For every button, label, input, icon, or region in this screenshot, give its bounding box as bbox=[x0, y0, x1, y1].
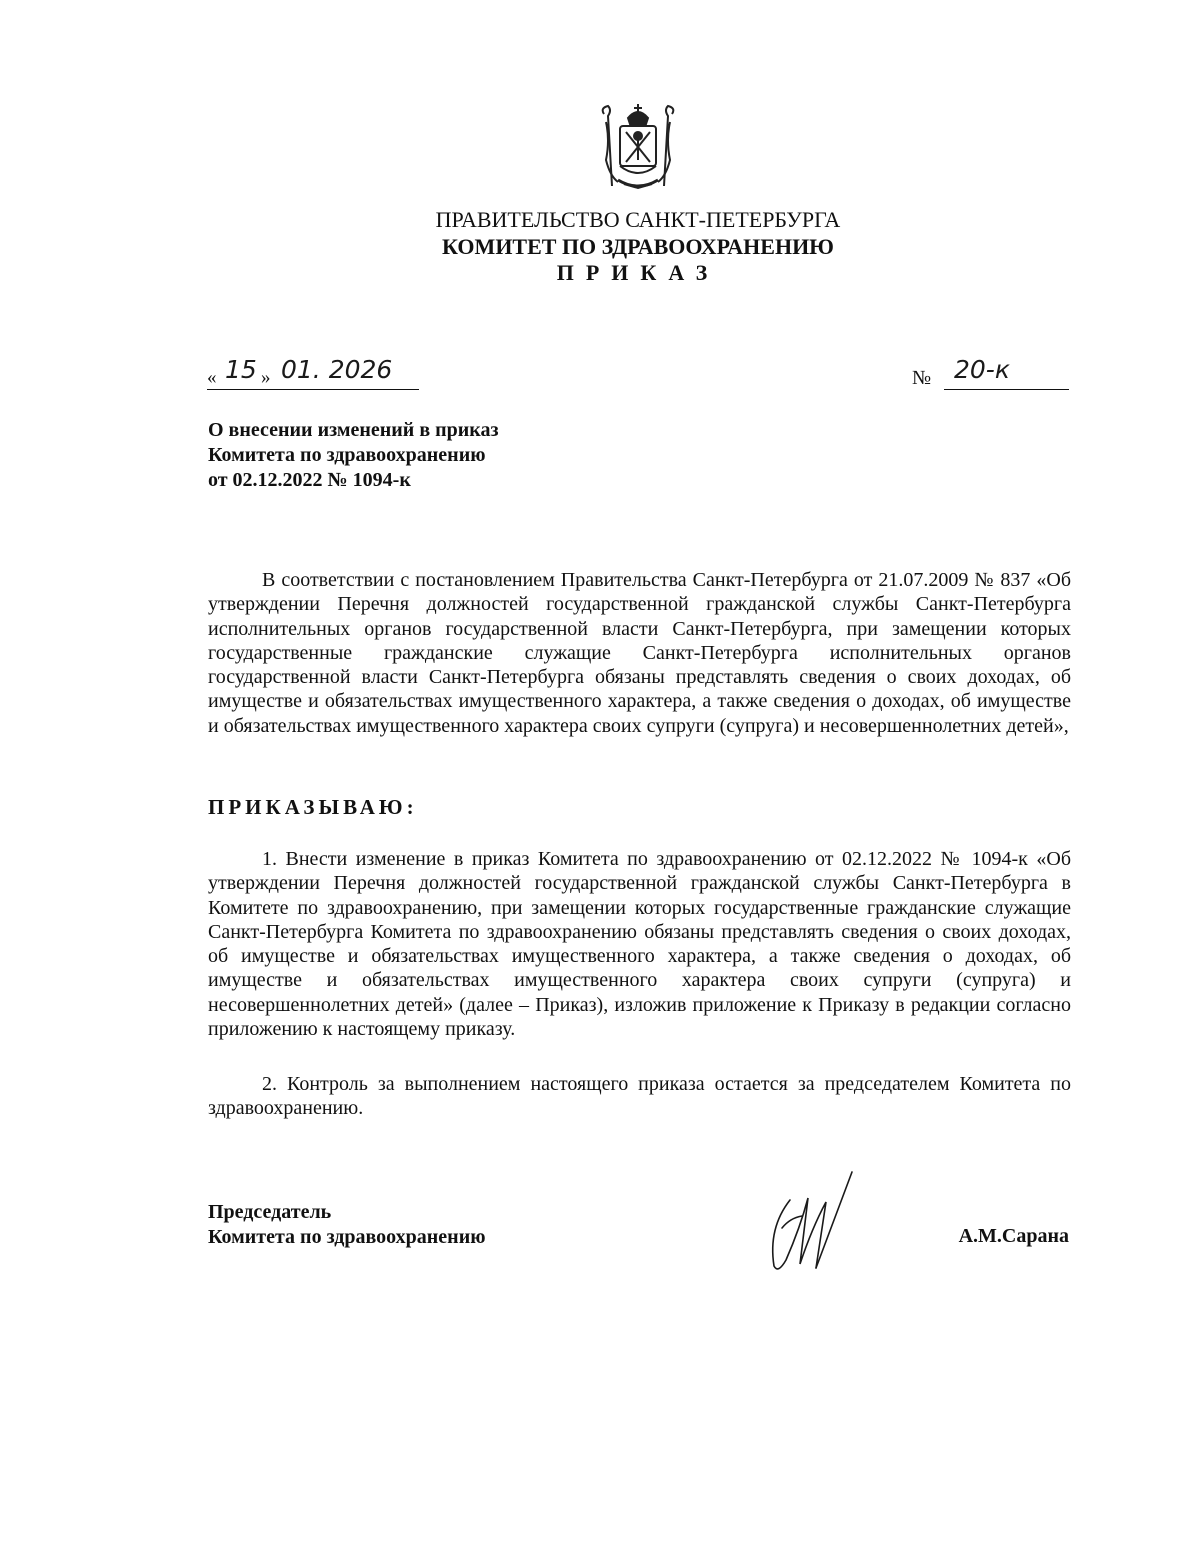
committee-title: КОМИТЕТ ПО ЗДРАВООХРАНЕНИЮ bbox=[442, 234, 834, 259]
date-month-year: 01. 2026 bbox=[281, 355, 393, 384]
order-item-1: 1. Внести изменение в приказ Комитета по здравоохранению от 02.12.2022 № 1094-к «Об утверждении Перечня должностей государственной гражданской службы Санкт-Петербурга в Комитете по здравоохранению, при замещении которых государственные гражданские служащие Санкт-Петербурга Комитета по здравоохранению обязаны представлять сведения о своих доходах, об имуществе и обязательствах имущественного характера, а также сведения о доходах, об имуществе и обязательствах имущественного характера своих супруги (супруга) и несовершеннолетних детей» (далее – Приказ), изложив приложение к Приказу в редакции согласно приложению к настоящему приказу. bbox=[208, 848, 1071, 1041]
order-number-field bbox=[944, 355, 1069, 390]
ordered-heading: ПРИКАЗЫВАЮ: bbox=[208, 795, 418, 819]
signatory-title-line: Комитета по здравоохранению bbox=[208, 1226, 486, 1248]
date-open-quote: « bbox=[207, 367, 217, 388]
order-number: 20-к bbox=[954, 355, 1010, 384]
government-title: ПРАВИТЕЛЬСТВО САНКТ-ПЕТЕРБУРГА bbox=[435, 207, 841, 232]
signatory-name: А.М.Сарана bbox=[958, 1225, 1069, 1247]
signatory-title bbox=[208, 1200, 486, 1250]
order-date bbox=[207, 355, 419, 390]
number-label: № bbox=[912, 367, 932, 389]
order-subject bbox=[208, 418, 608, 493]
subject-line: Комитета по здравоохранению bbox=[208, 444, 486, 466]
document-type: ПРИКАЗ bbox=[556, 260, 720, 285]
date-day: 15 bbox=[225, 355, 257, 384]
order-item-2: 2. Контроль за выполнением настоящего приказа остается за председателем Комитета по здравоохранению. bbox=[208, 1073, 1071, 1120]
signatory-title-line: Председатель bbox=[208, 1201, 332, 1223]
preamble-paragraph: В соответствии с постановлением Правительства Санкт-Петербурга от 21.07.2009 № 837 «Об утверждении Перечня должностей государственной гражданской службы Санкт-Петербурга исполнительных органов государственной власти Санкт-Петербурга, при замещении которых государственные гражданские служащие Санкт-Петербурга исполнительных органов государственной власти Санкт-Петербурга обязаны представлять сведения о своих доходах, об имуществе и обязательствах имущественного характера, а также сведения о доходах, об имуществе и обязательствах имущественного характера своих супруги (супруга) и несовершеннолетних детей», bbox=[208, 569, 1071, 737]
subject-line: от 02.12.2022 № 1094-к bbox=[208, 469, 411, 491]
handwritten-signature-icon bbox=[760, 1168, 855, 1278]
date-close-quote: » bbox=[261, 367, 271, 388]
coat-of-arms-icon bbox=[598, 100, 678, 192]
subject-line: О внесении изменений в приказ bbox=[208, 419, 499, 441]
